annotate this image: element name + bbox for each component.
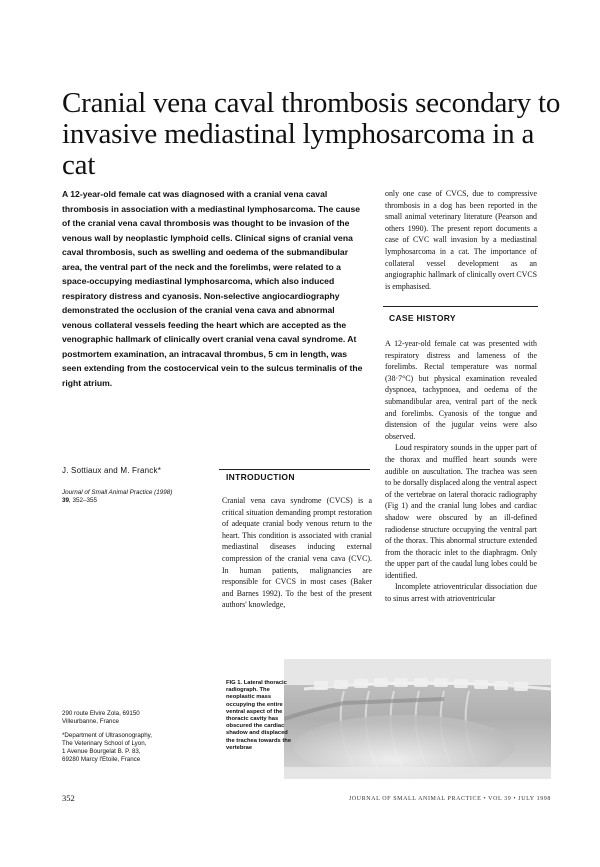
journal-pages: 352–355 — [72, 497, 98, 504]
authors: J. Sottiaux and M. Franck* — [62, 466, 162, 475]
page-number: 352 — [62, 793, 75, 803]
introduction-paragraph: Cranial vena cava syndrome (CVCS) is a critical situation demanding prompt restoration of adequate cranial body venous return to the heart. This condition is associated with cranial mediastinal diseases inducing external compression of the cranial vena cava (CVC). In human patients, malignancies are responsible for CVCS in most cases (Baker and Barnes 1992). To the best of the present authors' knowledge, — [222, 496, 372, 610]
radiograph-image — [284, 659, 551, 779]
affiliation-line: The Veterinary School of Lyon, — [62, 740, 147, 747]
case-history-paragraph-2: Loud respiratory sounds in the upper part of the thorax and muffled heart sounds were audible on auscultation. The trachea was seen to be dorsally displaced along the ventral aspect of the vertebrae on lateral thoracic radiography (Fig 1) and the cranial lung lobes and cardiac shadow were obscured by an ill-defined radiodense structure occupying the ventral part of the thorax. This abnormal structure extended from the thoracic inlet to the diaphragm. Only the upper part of the caudal lung lobes could be identified. — [385, 443, 537, 580]
figure-caption: FIG 1. Lateral thoracic radiograph. The neoplastic mass occupying the entire ventral aspect of the thoracic cavity has obscured the cardiac shadow and displaced the trachea towards the vertebrae — [226, 680, 292, 751]
introduction-heading: INTRODUCTION — [226, 472, 295, 482]
introduction-rule — [219, 469, 370, 470]
journal-reference — [62, 489, 212, 505]
case-history-paragraph-1: A 12-year-old female cat was presented with respiratory distress and lameness of the forelimbs. Rectal temperature was normal (38·7°C) but physical examination revealed dyspnoea, tachypnoea, and oedema of the submandibular area, ventral part of the neck and forelimbs. Cyanosis of the tongue and distension of the jugular veins were also observed. — [385, 339, 537, 441]
article-title: Cranial vena caval thrombosis secondary to invasive mediastinal lymphosarcoma in a cat — [62, 87, 561, 181]
case-history-body — [385, 338, 537, 605]
affiliation-line: 1 Avenue Bourgelat B. P. 83, — [62, 748, 141, 755]
journal-name: Journal of Small Animal Practice (1998) — [62, 489, 173, 496]
affiliation-line: 290 route Elvire Zola, 69150 — [62, 710, 140, 717]
right-column-continuation — [385, 188, 537, 292]
affiliation-line: *Department of Ultrasonography, — [62, 732, 152, 739]
case-history-heading: CASE HISTORY — [389, 313, 456, 323]
introduction-body — [222, 495, 372, 611]
journal-volume: 39 — [62, 497, 70, 504]
continuation-paragraph: only one case of CVCS, due to compressive thrombosis in a dog has been reported in the small animal veterinary literature (Pearson and others 1990). The present report documents a case of CVC wall invasion by a mediastinal lymphosarcoma in a cat. The importance of collateral vessel development as an angiographic hallmark of clinically overt CVCS is emphasised. — [385, 189, 537, 291]
case-history-paragraph-3: Incomplete atrioventricular dissociation due to sinus arrest with atrioventricular — [385, 582, 537, 604]
journal-volume-pages: 39, 352–355 — [62, 497, 98, 504]
abstract: A 12-year-old female cat was diagnosed with a cranial vena caval thrombosis in association with a mediastinal lymphosarcoma. The cause of the cranial vena caval thrombosis was thought to be invasion of the venous wall by neoplastic lymphoid cells. Clinical signs of cranial vena caval thrombosis, such as swelling and oedema of the submandibular area, the ventral part of the neck and the forelimbs, were related to a space-occupying mediastinal lymphosarcoma, which also induced respiratory distress and cyanosis. Non-selective angiocardiography demonstrated the occlusion of the cranial vena cava and abnormal venous collateral vessels feeding the heart which are accepted as the venographic hallmark of clinically overt cranial vena caval syndrome. At postmortem examination, an intracaval thrombus, 5 cm in length, was seen extending from the costocervical vein to the sulcus terminalis of the right atrium. — [62, 189, 363, 388]
affiliation-line: 69280 Marcy l'Etoile, France — [62, 756, 141, 763]
affiliations — [62, 710, 182, 764]
affiliation-line: Villeurbanne, France — [62, 718, 119, 725]
case-history-rule — [383, 306, 538, 307]
footer-journal: JOURNAL OF SMALL ANIMAL PRACTICE • VOL 39 • JULY 1998 — [348, 796, 551, 802]
